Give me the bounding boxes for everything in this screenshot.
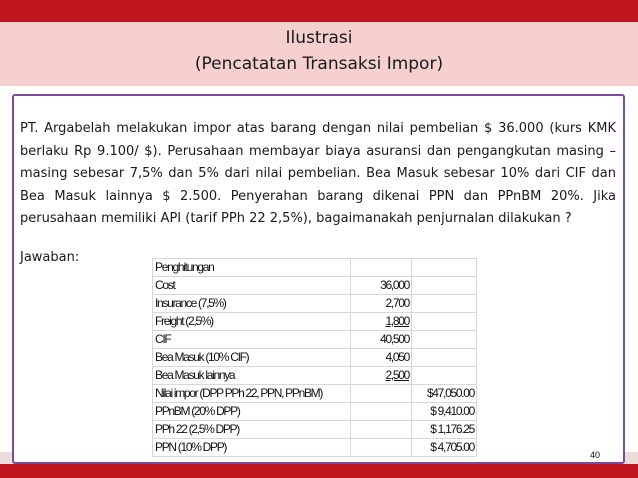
- row-label: Bea Masuk lainnya: [153, 367, 351, 385]
- row-value: [351, 259, 412, 277]
- row-label: PPnBM (20% DPP): [153, 403, 351, 421]
- row-value: [351, 421, 412, 439]
- row-value: 1,800: [351, 313, 412, 331]
- table-row: [153, 403, 477, 421]
- row-label: Penghitungan: [153, 259, 351, 277]
- row-total: [412, 313, 477, 331]
- row-total: [412, 259, 477, 277]
- row-label: PPh 22 (2,5% DPP): [153, 421, 351, 439]
- table-row: [153, 385, 477, 403]
- table-row: [153, 439, 477, 457]
- row-value: 4,050: [351, 349, 412, 367]
- row-label: Nilai impor (DPP PPh 22, PPN, PPnBM): [153, 385, 351, 403]
- row-total: [412, 331, 477, 349]
- top-accent-bar: [0, 0, 638, 22]
- problem-text: PT. Argabelah melakukan impor atas barang dengan nilai pembelian $ 36.000 (kurs KMK berlaku Rp 9.100/ $). Perusahaan membayar biaya asuransi dan pengangkutan masing – masing sebesar 7,5% dan 5% dari nilai pembelian. Bea Masuk sebesar 10% dari CIF dan Bea Masuk lainnya $ 2.500. Penyerahan barang dikenai PPN dan PPnBM 20%. Jika perusahaan memiliki API (tarif PPh 22 2,5%), bagaimanakah penjurnalan dilakukan ?: [20, 121, 616, 226]
- row-total: [412, 349, 477, 367]
- row-value: [351, 439, 412, 457]
- row-value: 40,500: [351, 331, 412, 349]
- row-value: [351, 385, 412, 403]
- row-label: Bea Masuk (10% CIF): [153, 349, 351, 367]
- table-row: [153, 421, 477, 439]
- row-label: CIF: [153, 331, 351, 349]
- row-label: Freight (2,5%): [153, 313, 351, 331]
- table-row: [153, 313, 477, 331]
- bottom-accent-bar: [0, 464, 638, 478]
- row-total: [412, 367, 477, 385]
- row-total: [412, 277, 477, 295]
- row-total: $ 4,705.00: [412, 439, 477, 457]
- row-total: $ 9,410.00: [412, 403, 477, 421]
- row-value: 36,000: [351, 277, 412, 295]
- row-label: PPN (10% DPP): [153, 439, 351, 457]
- row-value: [351, 403, 412, 421]
- table-row: [153, 367, 477, 385]
- calculation-table: [152, 258, 477, 457]
- answer-label: Jawaban:: [20, 250, 80, 265]
- table-row: [153, 277, 477, 295]
- row-total: [412, 295, 477, 313]
- row-value: 2,700: [351, 295, 412, 313]
- row-label: Insurance (7,5%): [153, 295, 351, 313]
- slide-subtitle: (Pencatatan Transaksi Impor): [194, 54, 444, 74]
- row-total: $47,050.00: [412, 385, 477, 403]
- page-number: 40: [589, 450, 600, 460]
- slide-title: Ilustrasi: [285, 28, 353, 48]
- table-row: [153, 349, 477, 367]
- table-row: [153, 295, 477, 313]
- row-value: 2,500: [351, 367, 412, 385]
- table-row: [153, 331, 477, 349]
- row-total: $ 1,176.25: [412, 421, 477, 439]
- table-row: [153, 259, 477, 277]
- row-label: Cost: [153, 277, 351, 295]
